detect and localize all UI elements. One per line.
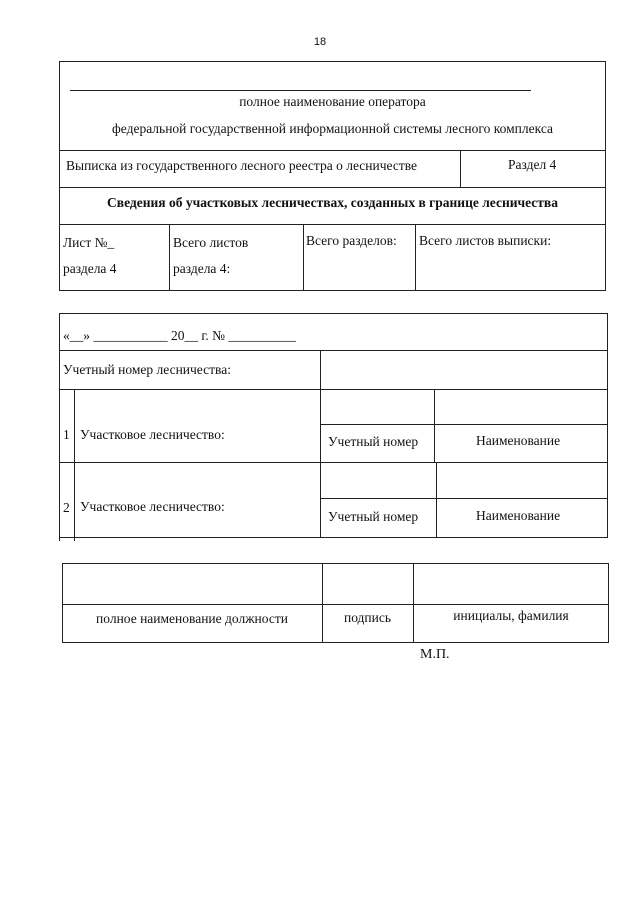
divider <box>460 150 461 187</box>
page-number: 18 <box>313 36 327 48</box>
position-caption: полное наименование должности <box>96 611 288 626</box>
section-heading: Сведения об участковых лесничествах, созданных в границе лесничества <box>107 195 558 210</box>
divider <box>59 462 608 463</box>
divider <box>60 224 605 225</box>
date-number-line: «__» ___________ 20__ г. № __________ <box>63 328 296 343</box>
divider <box>303 224 304 291</box>
total-sheets-section-label: раздела 4: <box>173 261 231 276</box>
sheet-section-label: раздела 4 <box>63 261 117 276</box>
sign-caption: подпись <box>343 610 392 625</box>
extract-title: Выписка из государственного лесного реестра о лесничестве <box>66 158 418 173</box>
border <box>62 642 609 643</box>
operator-caption: полное наименование оператора <box>239 94 426 109</box>
system-caption: федеральной государственной информационной системы лесного комплекса <box>112 121 553 136</box>
border <box>59 537 608 538</box>
account-number-caption: Учетный номер <box>328 434 419 449</box>
divider <box>59 350 608 351</box>
section-label: Раздел 4 <box>508 157 557 172</box>
subforestry-label: Участковое лесничество: <box>80 499 225 514</box>
total-extract-sheets-label: Всего листов выписки: <box>419 233 552 248</box>
name-caption: Наименование <box>476 508 561 523</box>
divider <box>322 563 323 643</box>
divider <box>434 389 435 462</box>
divider <box>62 604 609 605</box>
divider <box>415 224 416 291</box>
border <box>59 313 608 314</box>
divider <box>169 224 170 291</box>
operator-name-line <box>70 90 531 91</box>
stamp-place: М.П. <box>420 647 450 662</box>
name-caption: Наименование <box>476 433 561 448</box>
divider <box>320 424 608 425</box>
border <box>607 313 608 537</box>
signature-block <box>62 563 610 643</box>
row-number: 2 <box>63 500 70 515</box>
border <box>62 563 63 643</box>
border <box>62 563 609 564</box>
forestry-record-block <box>59 313 609 541</box>
operator-header-block <box>59 61 606 291</box>
subforestry-label: Участковое лесничество: <box>80 427 225 442</box>
divider <box>320 350 321 537</box>
sheet-no-label: Лист №_ <box>63 235 115 250</box>
divider <box>436 462 437 537</box>
divider <box>413 563 414 643</box>
divider <box>60 150 605 151</box>
border <box>608 563 609 643</box>
divider <box>320 498 608 499</box>
border <box>59 313 60 541</box>
total-sections-label: Всего разделов: <box>306 233 397 248</box>
divider <box>60 187 605 188</box>
name-caption: инициалы, фамилия <box>453 608 569 623</box>
divider <box>59 389 608 390</box>
divider <box>74 389 75 541</box>
row-number: 1 <box>63 427 70 442</box>
total-sheets-label: Всего листов <box>173 235 249 250</box>
forestry-account-label: Учетный номер лесничества: <box>63 362 231 377</box>
account-number-caption: Учетный номер <box>328 509 419 524</box>
